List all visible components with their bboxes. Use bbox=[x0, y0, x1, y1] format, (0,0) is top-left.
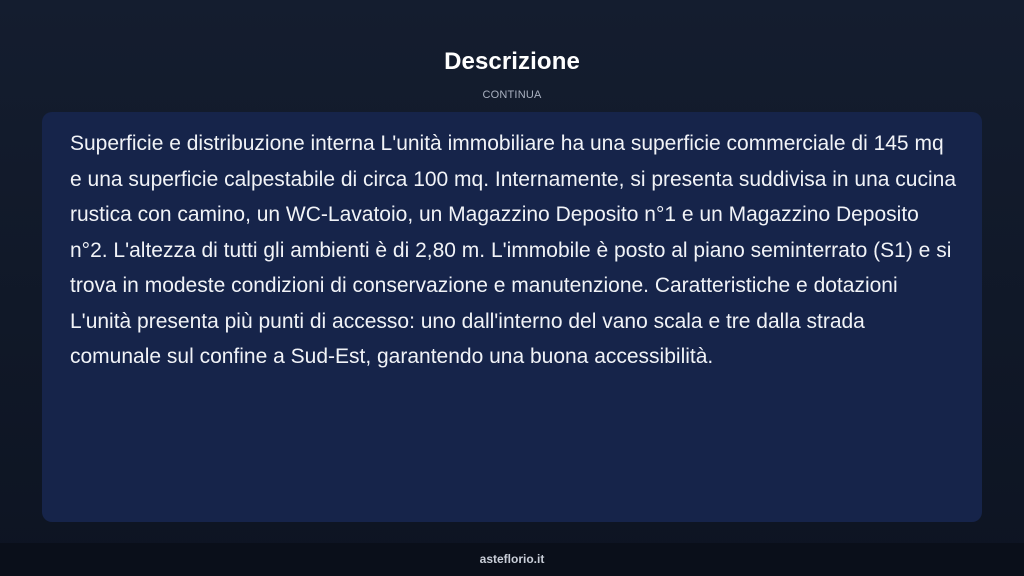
description-card bbox=[42, 112, 982, 522]
description-text: Superficie e distribuzione interna L'unità immobiliare ha una superficie commerciale di 145 mq e una superficie calpestabile di circa 100 mq. Internamente, si presenta suddivisa in una cucina rustica con camino, un WC-Lavatoio, un Magazzino Deposito n°1 e un Magazzino Deposito n°2. L'altezza di tutti gli ambienti è di 2,80 m. L'immobile è posto al piano seminterrato (S1) e si trova in modeste condizioni di conservazione e manutenzione. Caratteristiche e dotazioni L'unità presenta più punti di accesso: uno dall'interno del vano scala e tre dalla strada comunale sul confine a Sud-Est, garantendo una buona accessibilità. bbox=[70, 132, 957, 368]
page-title: Descrizione bbox=[444, 48, 580, 75]
continue-label: CONTINUA bbox=[482, 89, 542, 101]
footer-brand: asteflorio.it bbox=[479, 552, 545, 566]
